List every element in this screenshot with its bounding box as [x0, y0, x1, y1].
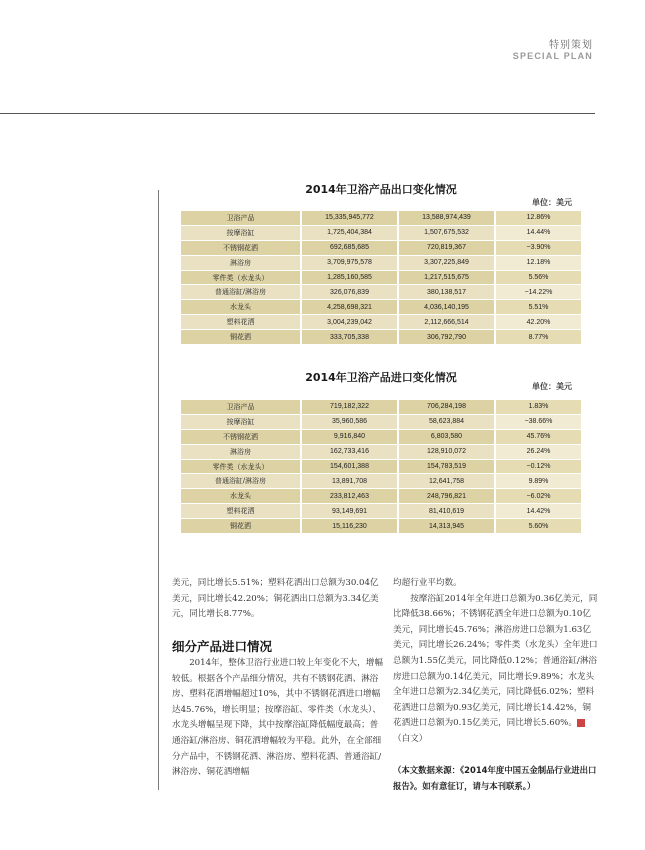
product-cell: 淋浴房: [181, 255, 301, 270]
product-cell: 普通浴缸/淋浴房: [181, 474, 301, 489]
value-cell: 692,685,685: [301, 240, 398, 255]
product-cell: 卫浴产品: [181, 211, 301, 225]
value-cell: 9,916,840: [301, 429, 398, 444]
value-cell: 58,623,884: [398, 414, 495, 429]
import-table-title: 2014年卫浴产品进口变化情况: [305, 371, 457, 384]
section-heading: 细分产品进口情况: [172, 639, 273, 654]
table-row: [181, 330, 581, 345]
product-cell: 淋浴房: [181, 444, 301, 459]
change-cell: 14.42%: [495, 504, 581, 519]
left-column-para2: [172, 656, 384, 781]
import-table-unit: 单位：美元: [532, 382, 572, 391]
value-cell: 4,258,698,321: [301, 300, 398, 315]
section-label-en: SPECIAL PLAN: [512, 51, 593, 61]
value-cell: 162,733,416: [301, 444, 398, 459]
export-table: [181, 211, 581, 345]
product-cell: 塑料花洒: [181, 315, 301, 330]
source-note: （本文数据来源：《2014年度中国五金制品行业进出口报告》。如有意征订，请与本刊联系。）: [393, 765, 597, 791]
table-row: [181, 414, 581, 429]
change-cell: −14.22%: [495, 285, 581, 300]
paragraph: [393, 592, 599, 748]
value-cell: 720,819,367: [398, 240, 495, 255]
table-row: [181, 400, 581, 414]
import-table-body: [181, 400, 581, 534]
change-cell: 26.24%: [495, 444, 581, 459]
change-cell: −38.66%: [495, 414, 581, 429]
change-cell: 14.44%: [495, 225, 581, 240]
value-cell: 306,792,790: [398, 330, 495, 345]
value-cell: 333,705,338: [301, 330, 398, 345]
table-row: [181, 489, 581, 504]
paragraph: 均超行业平均数。: [393, 578, 462, 588]
table-row: [181, 300, 581, 315]
change-cell: 9.89%: [495, 474, 581, 489]
value-cell: 326,076,839: [301, 285, 398, 300]
value-cell: 233,812,463: [301, 489, 398, 504]
product-cell: 卫浴产品: [181, 400, 301, 414]
value-cell: 13,588,974,439: [398, 211, 495, 225]
table-row: [181, 519, 581, 534]
product-cell: 塑料花洒: [181, 504, 301, 519]
paragraph: 美元，同比增长5.51%；塑料花洒出口总额为30.04亿美元，同比增长42.20%；铜花洒出口总额为3.34亿美元，同比增长8.77%。: [172, 578, 379, 620]
value-cell: 3,709,975,578: [301, 255, 398, 270]
export-table-body: [181, 211, 581, 345]
value-cell: 2,112,666,514: [398, 315, 495, 330]
product-cell: 按摩浴缸: [181, 414, 301, 429]
value-cell: 15,335,945,772: [301, 211, 398, 225]
product-cell: 水龙头: [181, 489, 301, 504]
value-cell: 154,601,388: [301, 459, 398, 474]
import-table: [181, 400, 581, 534]
value-cell: 14,313,945: [398, 519, 495, 534]
value-cell: 1,725,404,384: [301, 225, 398, 240]
header-divider: [0, 113, 595, 114]
value-cell: 35,960,586: [301, 414, 398, 429]
change-cell: 42.20%: [495, 315, 581, 330]
table-row: [181, 255, 581, 270]
value-cell: 4,036,140,195: [398, 300, 495, 315]
change-cell: 12.86%: [495, 211, 581, 225]
table-row: [181, 459, 581, 474]
change-cell: 5.51%: [495, 300, 581, 315]
table-row: [181, 225, 581, 240]
table-row: [181, 240, 581, 255]
change-cell: 5.56%: [495, 270, 581, 285]
table-row: [181, 211, 581, 225]
product-cell: 铜花洒: [181, 519, 301, 534]
left-column-para1: [172, 576, 384, 623]
value-cell: 1,285,160,585: [301, 270, 398, 285]
table-row: [181, 270, 581, 285]
value-cell: 13,891,708: [301, 474, 398, 489]
value-cell: 81,410,619: [398, 504, 495, 519]
change-cell: −6.02%: [495, 489, 581, 504]
value-cell: 154,783,519: [398, 459, 495, 474]
table-row: [181, 285, 581, 300]
table-row: [181, 429, 581, 444]
product-cell: 零件类（水龙头）: [181, 270, 301, 285]
value-cell: 1,217,515,675: [398, 270, 495, 285]
change-cell: −0.12%: [495, 459, 581, 474]
table-row: [181, 444, 581, 459]
byline: （白文）: [393, 733, 428, 744]
value-cell: 128,910,072: [398, 444, 495, 459]
table-row: [181, 504, 581, 519]
change-cell: 12.18%: [495, 255, 581, 270]
value-cell: 15,116,230: [301, 519, 398, 534]
product-cell: 铜花洒: [181, 330, 301, 345]
value-cell: 6,803,580: [398, 429, 495, 444]
change-cell: −3.90%: [495, 240, 581, 255]
value-cell: 12,641,758: [398, 474, 495, 489]
value-cell: 3,307,225,849: [398, 255, 495, 270]
change-cell: 1.83%: [495, 400, 581, 414]
product-cell: 水龙头: [181, 300, 301, 315]
product-cell: 不锈钢花洒: [181, 429, 301, 444]
product-cell: 按摩浴缸: [181, 225, 301, 240]
value-cell: 1,507,675,532: [398, 225, 495, 240]
product-cell: 不锈钢花洒: [181, 240, 301, 255]
product-cell: 零件类（水龙头）: [181, 459, 301, 474]
table-row: [181, 315, 581, 330]
change-cell: 8.77%: [495, 330, 581, 345]
value-cell: 3,004,239,042: [301, 315, 398, 330]
paragraph: 2014年，整体卫浴行业进口较上年变化不大，增幅较低。根据各个产品细分情况，共有不锈钢花洒、淋浴房、塑料花洒增幅超过10%，其中不锈钢花洒进口增幅达45.76%，增长明显；按摩浴缸、零件类（水龙头）、水龙头增幅呈现下降，其中按摩浴缸降低幅度最高；普通浴缸/淋浴房、铜花洒增幅较为平稳。此外，在全部细分产品中，不锈钢花洒、淋浴房、塑料花洒、普通浴缸/淋浴房、铜花洒增幅: [172, 658, 383, 778]
export-table-title: 2014年卫浴产品出口变化情况: [305, 183, 457, 196]
right-column-text: [393, 576, 599, 748]
change-cell: 45.76%: [495, 429, 581, 444]
change-cell: 5.60%: [495, 519, 581, 534]
product-cell: 普通浴缸/淋浴房: [181, 285, 301, 300]
table-row: [181, 474, 581, 489]
section-label: 特别策划: [549, 40, 593, 51]
column-divider: [158, 190, 159, 790]
paragraph-text: 按摩浴缸2014年全年进口总额为0.36亿美元，同比降低38.66%；不锈钢花洒全年进口总额为0.10亿美元，同比增长45.76%；淋浴房进口总额为1.63亿美元，同比增长26.24%；零件类（水龙头）全年进口总额为1.55亿美元，同比降低0.12%；普通浴缸/淋浴房进口总额为0.14亿美元，同比增长9.89%；水龙头全年进口总额为2.34亿美元，同比降低6.02%；塑料花洒进口总额为0.93亿美元，同比增长14.42%，铜花洒进口总额为0.15亿美元，同比增长5.60%。: [393, 593, 598, 729]
value-cell: 706,284,198: [398, 400, 495, 414]
value-cell: 380,138,517: [398, 285, 495, 300]
value-cell: 719,182,322: [301, 400, 398, 414]
export-table-unit: 单位：美元: [532, 198, 572, 207]
value-cell: 248,796,821: [398, 489, 495, 504]
end-mark-icon: ▣: [577, 719, 585, 727]
value-cell: 93,149,691: [301, 504, 398, 519]
